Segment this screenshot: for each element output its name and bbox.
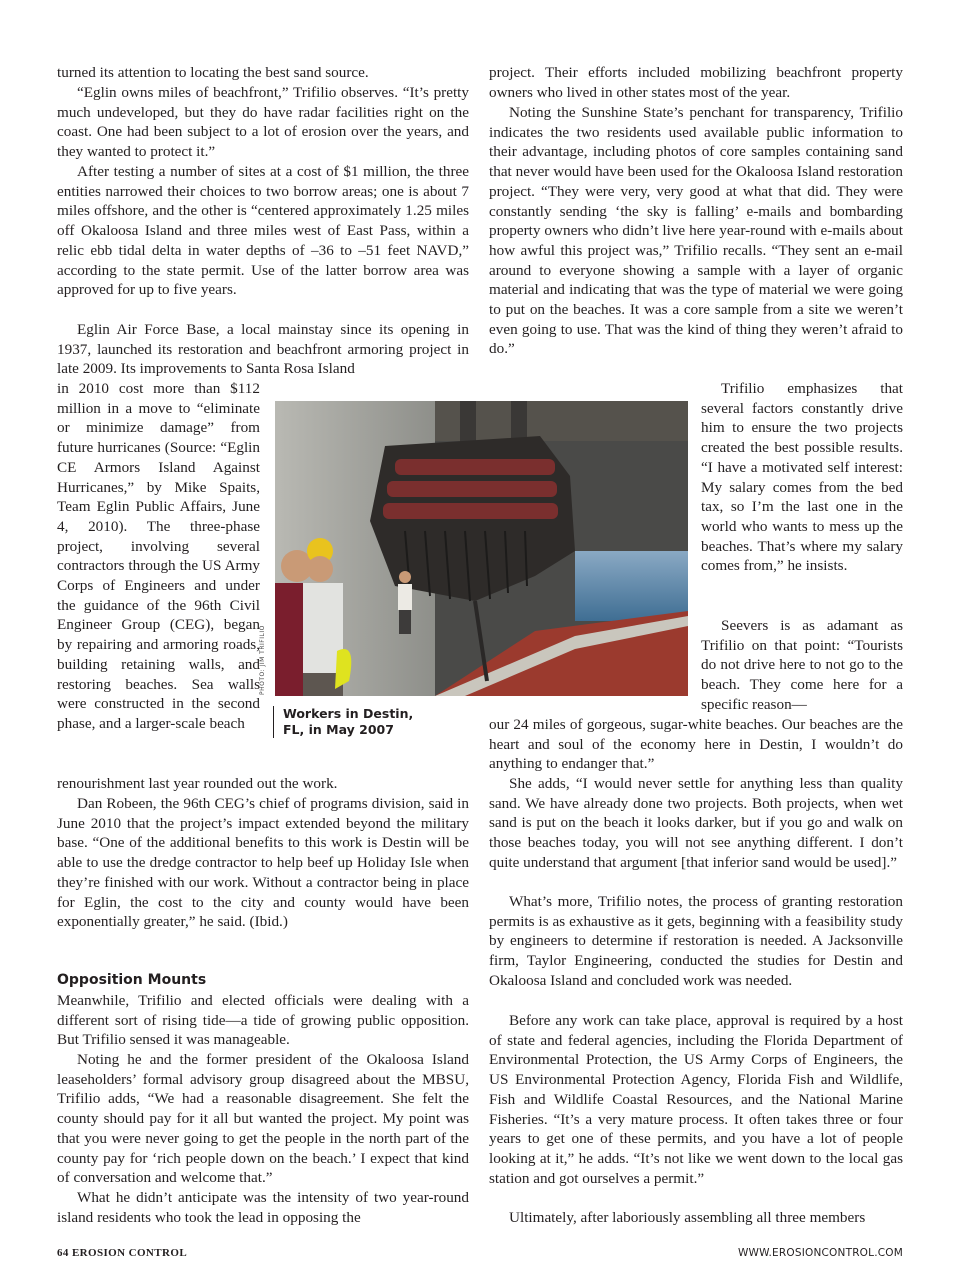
right-paragraph-4-end: our 24 miles of gorgeous, sugar-white beaches. Our beaches are the heart and soul of the economy here in Destin, I wouldn’t do anything to endanger that.”: [489, 716, 903, 773]
right-paragraph-1: project. Their efforts included mobilizing beachfront property owners who lived in other states most of the year.: [489, 64, 903, 101]
right-paragraph-3: Trifilio emphasizes that several factors constantly drive him to ensure the two projects created the best possible results. “I have a motivated self interest: My salary comes from the bed tax, so I’m the last one in the world who wants to mess up the beaches. That’s where my salary comes from,” he insists.: [701, 380, 903, 575]
right-paragraph-7: Before any work can take place, approval is required by a host of state and federal agencies, including the Florida Department of Environmental Protection, the US Army Corps of Engineers, the US Environmental Protection Agency, Florida Fish and Wildlife, Fish and Wildlife Coastal Resources, and the National Marine Fisheries. “It’s a very mature process. It often takes three or four years to get one of these permits, and you have a lot of people looking at it,” he adds. “It’s not like we went down to the local gas station and got ourselves a permit.”: [489, 1012, 903, 1187]
left-paragraph-3: After testing a number of sites at a cost of $1 million, the three entities narrowed their choices to two borrow areas; one is about 7 miles offshore, and the other is “centered approximately 1.25 miles off Okaloosa Island and three miles west of East Pass, within a relic ebb tidal delta in water depths of –36 to –51 feet NAVD,” according to the state permit. Use of the latter borrow area was approved for up to five years.: [57, 163, 469, 299]
left-paragraph-6: Meanwhile, Trifilio and elected officials were dealing with a different sort of rising tide—a tide of growing public opposition. But Trifilio sensed it was manageable.: [57, 992, 469, 1049]
left-paragraph-1: turned its attention to locating the best sand source.: [57, 64, 369, 81]
left-paragraph-4-top: Eglin Air Force Base, a local mainstay since its opening in 1937, launched its restoration and beachfront armoring project in late 2009. Its improvements to Santa Rosa Island: [57, 321, 469, 378]
photo-caption: Workers in Destin, FL, in May 2007: [273, 706, 433, 738]
photo-credit: PHOTO: JIM TRIFILIO: [259, 625, 266, 695]
left-paragraph-4-wrap: in 2010 cost more than $112 million in a move to “eliminate or minimize damage” from future hurricanes (Source: “Eglin CE Armors Island Against Hurricanes,” by Mike Spaits, Team Eglin Public Affairs, June 4, 2010). The three-phase project, involving several contractors through the US Army Corps of Engineers and under the guidance of the 96th Civil Engineer Group (CEG), began by repairing and armoring roads, building retaining walls, and restoring beaches. Sea walls were constructed in the second phase, and a larger-scale beach: [57, 380, 260, 732]
left-paragraph-5: Dan Robeen, the 96th CEG’s chief of programs division, said in June 2010 that the project’s impact extended beyond the military base. “One of the additional benefits to this work is Destin will be able to use the dredge contractor to help beef up Holiday Isle when they’re finished with our work. Without a contractor being in place for Eglin, the cost to the city and county would have been exponentially greater,” he said. (Ibid.): [57, 795, 469, 931]
dredge-photo-illustration: [275, 401, 688, 696]
folio-publication: 64 EROSION CONTROL: [57, 1247, 188, 1259]
right-paragraph-4-wrap: Seevers is as adamant as Trifilio on that point: “Tourists do not drive here to not go to the beach. They come here for a specific reason—: [701, 617, 903, 713]
dredge-photo: [275, 401, 688, 696]
left-paragraph-2: “Eglin owns miles of beachfront,” Trifilio observes. “It’s pretty much undeveloped, but they do have radar facilities right on the coast. One had been subject to a lot of erosion over the years, and they wanted to protect it.”: [57, 84, 469, 161]
right-paragraph-5: She adds, “I would never settle for anything less than quality sand. We have already done two projects. Both projects, when wet sand is put on the beach it looks darker, but if you go and walk on those beaches today, you will not see anything different. I don’t quite understand that argument [that inferior sand would be used].”: [489, 775, 903, 871]
right-paragraph-2: Noting the Sunshine State’s penchant for transparency, Trifilio indicates the two residents used available public information to their advantage, including photos of core samples containing sand that never would have been used for the Okaloosa Island restoration project. “They were very, very good at what that did. They were constantly sending ‘the sky is falling’ e-mails and bombarding property owners who didn’t live here year-round with e-mails about how awful this project was,” Trifilio recalls. “They sent an e-mail around to everyone showing a sample with a layer of organic material and indicating that was the type of material we were going to put on the beaches. It was a core sample from a site we weren’t even going to use. That was the kind of thing they weren’t afraid to do.”: [489, 104, 903, 358]
left-paragraph-4-end: renourishment last year rounded out the work.: [57, 775, 338, 792]
right-paragraph-6: What’s more, Trifilio notes, the process of granting restoration permits is as exhaustive as it gets, beginning with a feasibility study by engineers to determine if restoration is needed. A Jacksonville firm, Taylor Engineering, conducted the studies for Destin and Okaloosa Island and concluded work was needed.: [489, 893, 903, 989]
section-heading: Opposition Mounts: [57, 972, 207, 988]
left-paragraph-8: What he didn’t anticipate was the intensity of two year-round island residents who took the lead in opposing the: [57, 1189, 469, 1226]
website-url: WWW.EROSIONCONTROL.COM: [737, 1247, 903, 1259]
right-paragraph-8: Ultimately, after laboriously assembling all three members: [509, 1209, 866, 1226]
left-paragraph-7: Noting he and the former president of the Okaloosa Island leaseholders’ formal advisory group disagreed about the MBSU, Trifilio adds, “We had a reasonable disagreement. She felt the county should pay for it all but wanted the project. My point was that you were never going to get the people in the north part of the county pay for ‘rich people down on the beach.’ I expect that kind of conversation and welcome that.”: [57, 1051, 469, 1187]
